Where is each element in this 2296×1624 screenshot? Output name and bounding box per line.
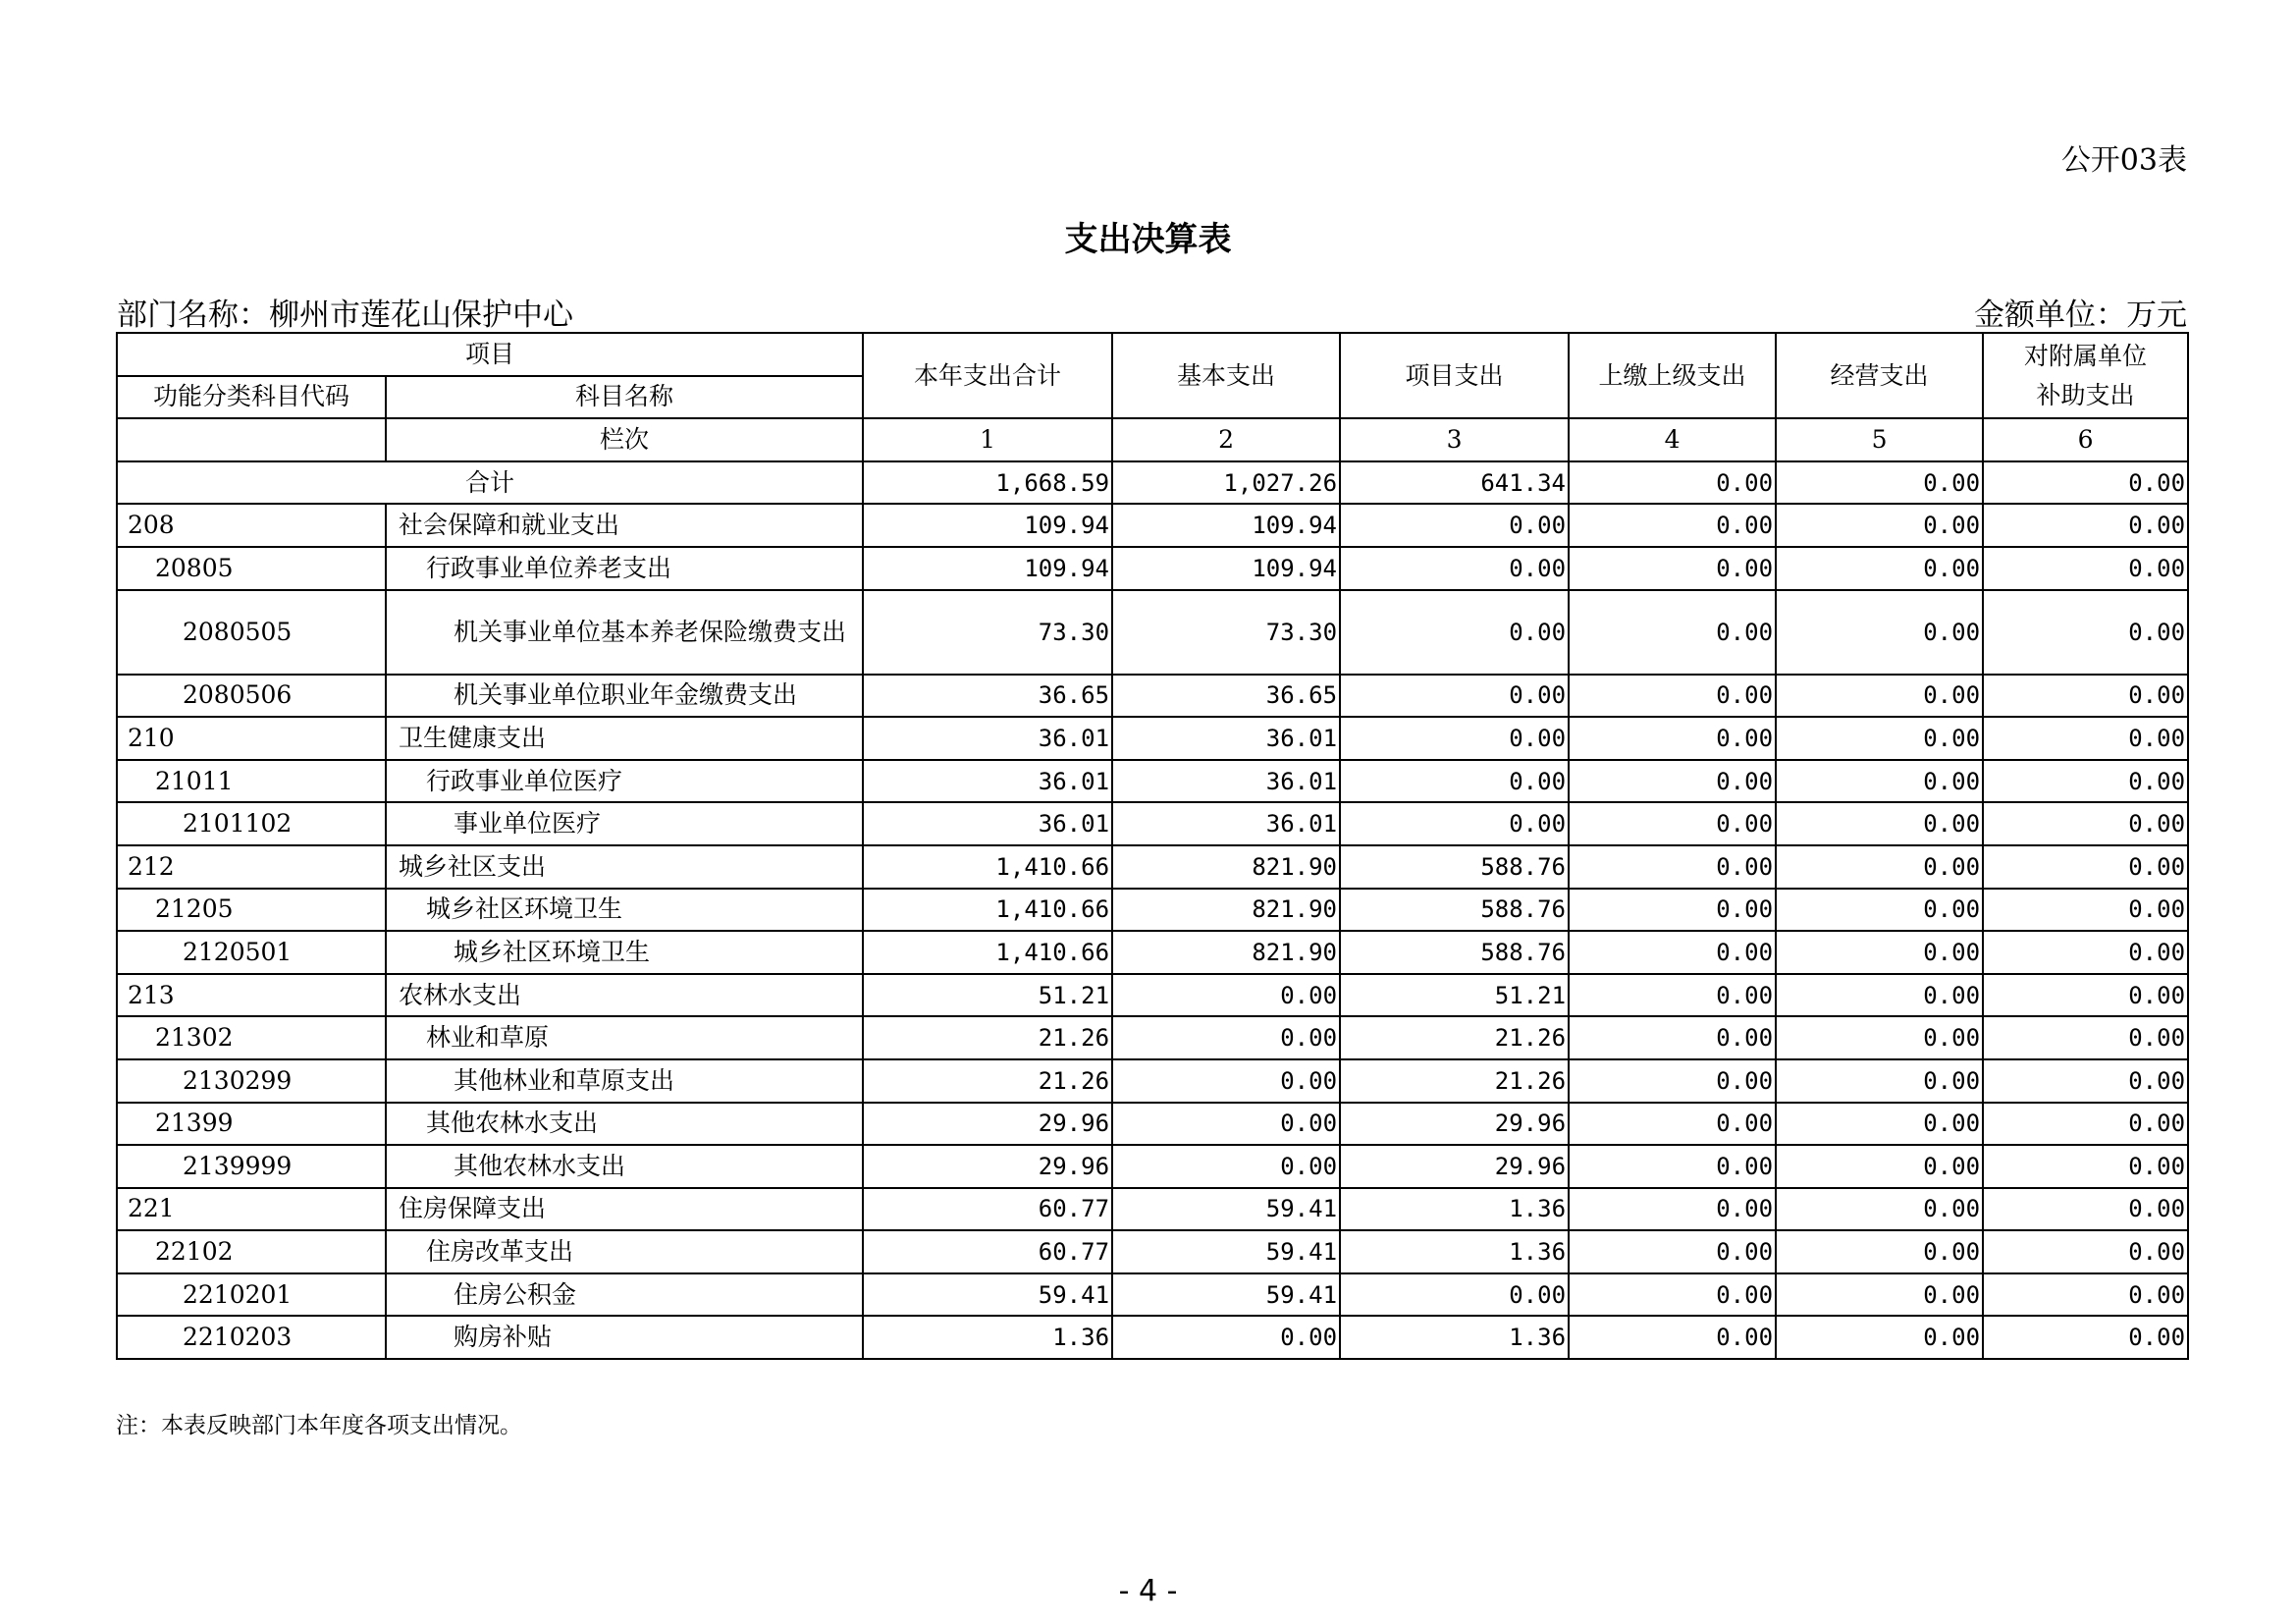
- table-row: [117, 974, 2188, 1017]
- total-value: 0.00: [1569, 461, 1776, 505]
- row-value: 0.00: [1569, 931, 1776, 974]
- row-value: 0.00: [1340, 504, 1569, 547]
- row-value: 59.41: [863, 1273, 1112, 1317]
- row-value: 29.96: [1340, 1103, 1569, 1146]
- row-value: 0.00: [1776, 889, 1983, 932]
- row-subject-name: 住房改革支出: [386, 1230, 863, 1273]
- row-subject-name: 其他农林水支出: [386, 1103, 863, 1146]
- col-index-2: 2: [1112, 418, 1340, 461]
- row-subject-name: 其他林业和草原支出: [386, 1059, 863, 1103]
- row-value: 0.00: [1983, 931, 2188, 974]
- row-value: 588.76: [1340, 931, 1569, 974]
- row-value: 0.00: [1569, 590, 1776, 675]
- row-value: 109.94: [863, 504, 1112, 547]
- row-value: 36.01: [863, 717, 1112, 760]
- row-value: 0.00: [1569, 1016, 1776, 1059]
- row-value: 0.00: [1112, 1016, 1340, 1059]
- row-value: 21.26: [863, 1059, 1112, 1103]
- table-row: [117, 590, 2188, 675]
- row-value: 59.41: [1112, 1230, 1340, 1273]
- table-row: [117, 802, 2188, 845]
- header-project: 项目: [117, 333, 863, 376]
- row-value: 0.00: [1983, 547, 2188, 590]
- row-subject-name: 城乡社区支出: [386, 845, 863, 889]
- form-number: 公开03表: [2060, 143, 2187, 178]
- row-value: 0.00: [1776, 1059, 1983, 1103]
- row-value: 1.36: [1340, 1230, 1569, 1273]
- row-value: 109.94: [863, 547, 1112, 590]
- total-label: 合计: [117, 461, 863, 505]
- row-value: 0.00: [1983, 590, 2188, 675]
- table-row: [117, 1145, 2188, 1188]
- col-index-6: 6: [1983, 418, 2188, 461]
- table-row: [117, 1316, 2188, 1359]
- row-value: 0.00: [1983, 974, 2188, 1017]
- row-value: 59.41: [1112, 1273, 1340, 1317]
- page-number: - 4 -: [1118, 1574, 1178, 1608]
- row-value: 1.36: [1340, 1188, 1569, 1231]
- row-code: 21399: [117, 1103, 386, 1146]
- col-index-label: 栏次: [386, 418, 863, 461]
- row-value: 0.00: [1569, 889, 1776, 932]
- row-value: 29.96: [863, 1103, 1112, 1146]
- row-value: 60.77: [863, 1230, 1112, 1273]
- row-value: 0.00: [1983, 889, 2188, 932]
- col-index-3: 3: [1340, 418, 1569, 461]
- table-row: [117, 760, 2188, 803]
- row-value: 60.77: [863, 1188, 1112, 1231]
- row-value: 0.00: [1569, 1230, 1776, 1273]
- row-value: 21.26: [1340, 1016, 1569, 1059]
- row-value: 0.00: [1569, 1103, 1776, 1146]
- row-value: 0.00: [1776, 931, 1983, 974]
- row-value: 1.36: [863, 1316, 1112, 1359]
- row-value: 0.00: [1569, 1316, 1776, 1359]
- row-value: 0.00: [1569, 760, 1776, 803]
- row-code: 21302: [117, 1016, 386, 1059]
- row-value: 21.26: [1340, 1059, 1569, 1103]
- row-code: 2210201: [117, 1273, 386, 1317]
- row-value: 0.00: [1776, 845, 1983, 889]
- table-note: 注：本表反映部门本年度各项支出情况。: [116, 1413, 522, 1438]
- expenditure-table: [116, 332, 2189, 1360]
- department-name: 部门名称：柳州市莲花山保护中心: [117, 298, 573, 333]
- row-code: 2080506: [117, 675, 386, 718]
- row-subject-name: 机关事业单位职业年金缴费支出: [386, 675, 863, 718]
- row-value: 0.00: [1569, 717, 1776, 760]
- row-value: 0.00: [1983, 1103, 2188, 1146]
- col-index-empty: [117, 418, 386, 461]
- row-value: 73.30: [1112, 590, 1340, 675]
- row-value: 0.00: [1983, 717, 2188, 760]
- row-value: 0.00: [1983, 1273, 2188, 1317]
- row-code: 221: [117, 1188, 386, 1231]
- row-value: 36.65: [863, 675, 1112, 718]
- col-index-4: 4: [1569, 418, 1776, 461]
- row-value: 1.36: [1340, 1316, 1569, 1359]
- table-row: [117, 931, 2188, 974]
- row-subject-name: 农林水支出: [386, 974, 863, 1017]
- row-value: 0.00: [1340, 590, 1569, 675]
- row-value: 0.00: [1983, 845, 2188, 889]
- row-subject-name: 其他农林水支出: [386, 1145, 863, 1188]
- row-value: 109.94: [1112, 504, 1340, 547]
- row-value: 0.00: [1569, 1188, 1776, 1231]
- row-value: 0.00: [1983, 1016, 2188, 1059]
- total-value: 641.34: [1340, 461, 1569, 505]
- row-value: 0.00: [1569, 974, 1776, 1017]
- total-value: 1,027.26: [1112, 461, 1340, 505]
- row-value: 0.00: [1776, 547, 1983, 590]
- row-value: 0.00: [1569, 1145, 1776, 1188]
- row-value: 821.90: [1112, 889, 1340, 932]
- table-row: [117, 889, 2188, 932]
- row-subject-name: 城乡社区环境卫生: [386, 889, 863, 932]
- table-row: [117, 1059, 2188, 1103]
- row-value: 0.00: [1776, 1016, 1983, 1059]
- col-index-1: 1: [863, 418, 1112, 461]
- row-value: 1,410.66: [863, 845, 1112, 889]
- row-value: 0.00: [1983, 802, 2188, 845]
- table-row: [117, 504, 2188, 547]
- row-code: 210: [117, 717, 386, 760]
- row-subject-name: 林业和草原: [386, 1016, 863, 1059]
- header-upper: 上缴上级支出: [1569, 333, 1776, 418]
- row-code: 208: [117, 504, 386, 547]
- row-value: 51.21: [863, 974, 1112, 1017]
- row-value: 0.00: [1983, 760, 2188, 803]
- row-value: 36.01: [863, 802, 1112, 845]
- row-code: 21205: [117, 889, 386, 932]
- header-subject: 科目名称: [386, 376, 863, 419]
- row-value: 0.00: [1983, 1188, 2188, 1231]
- row-subject-name: 事业单位医疗: [386, 802, 863, 845]
- row-value: 0.00: [1776, 675, 1983, 718]
- row-code: 2101102: [117, 802, 386, 845]
- table-row: [117, 717, 2188, 760]
- table-row: [117, 1273, 2188, 1317]
- row-code: 2120501: [117, 931, 386, 974]
- row-value: 0.00: [1776, 1273, 1983, 1317]
- row-value: 51.21: [1340, 974, 1569, 1017]
- table-row: [117, 675, 2188, 718]
- row-value: 0.00: [1776, 1145, 1983, 1188]
- row-value: 0.00: [1112, 1059, 1340, 1103]
- row-value: 0.00: [1340, 717, 1569, 760]
- row-value: 0.00: [1983, 1059, 2188, 1103]
- row-value: 0.00: [1776, 1103, 1983, 1146]
- total-row: [117, 461, 2188, 505]
- row-code: 2080505: [117, 590, 386, 675]
- row-value: 0.00: [1776, 590, 1983, 675]
- row-value: 29.96: [863, 1145, 1112, 1188]
- row-value: 0.00: [1776, 760, 1983, 803]
- col-index-5: 5: [1776, 418, 1983, 461]
- row-value: 0.00: [1569, 504, 1776, 547]
- row-value: 0.00: [1112, 1316, 1340, 1359]
- header-business: 经营支出: [1776, 333, 1983, 418]
- row-code: 21011: [117, 760, 386, 803]
- row-subject-name: 卫生健康支出: [386, 717, 863, 760]
- header-basic: 基本支出: [1112, 333, 1340, 418]
- table-row: [117, 1188, 2188, 1231]
- row-value: 36.01: [1112, 717, 1340, 760]
- row-code: 2130299: [117, 1059, 386, 1103]
- total-value: 0.00: [1983, 461, 2188, 505]
- row-subject-name: 社会保障和就业支出: [386, 504, 863, 547]
- row-value: 821.90: [1112, 931, 1340, 974]
- row-value: 0.00: [1340, 802, 1569, 845]
- row-value: 59.41: [1112, 1188, 1340, 1231]
- table-row: [117, 1230, 2188, 1273]
- page-title: 支出决算表: [1064, 220, 1232, 259]
- row-value: 0.00: [1569, 802, 1776, 845]
- row-code: 213: [117, 974, 386, 1017]
- row-value: 0.00: [1340, 760, 1569, 803]
- row-subject-name: 购房补贴: [386, 1316, 863, 1359]
- row-value: 0.00: [1569, 547, 1776, 590]
- row-value: 0.00: [1776, 974, 1983, 1017]
- row-value: 0.00: [1569, 675, 1776, 718]
- row-value: 0.00: [1983, 504, 2188, 547]
- row-value: 0.00: [1776, 1316, 1983, 1359]
- row-subject-name: 行政事业单位养老支出: [386, 547, 863, 590]
- amount-unit: 金额单位：万元: [1974, 298, 2187, 333]
- row-subject-name: 住房保障支出: [386, 1188, 863, 1231]
- header-subsidy: 对附属单位补助支出: [1983, 333, 2188, 418]
- row-value: 1,410.66: [863, 931, 1112, 974]
- total-value: 0.00: [1776, 461, 1983, 505]
- row-value: 588.76: [1340, 889, 1569, 932]
- row-value: 0.00: [1776, 802, 1983, 845]
- row-code: 212: [117, 845, 386, 889]
- row-value: 0.00: [1776, 717, 1983, 760]
- header-row: [117, 333, 2188, 376]
- row-subject-name: 行政事业单位医疗: [386, 760, 863, 803]
- row-value: 29.96: [1340, 1145, 1569, 1188]
- row-value: 588.76: [1340, 845, 1569, 889]
- row-value: 0.00: [1776, 1188, 1983, 1231]
- row-value: 0.00: [1340, 1273, 1569, 1317]
- table-row: [117, 1016, 2188, 1059]
- row-value: 821.90: [1112, 845, 1340, 889]
- row-value: 0.00: [1983, 1230, 2188, 1273]
- column-index-row: [117, 418, 2188, 461]
- row-value: 36.01: [863, 760, 1112, 803]
- row-subject-name: 住房公积金: [386, 1273, 863, 1317]
- row-value: 36.01: [1112, 802, 1340, 845]
- row-value: 0.00: [1776, 504, 1983, 547]
- row-value: 0.00: [1983, 675, 2188, 718]
- row-value: 0.00: [1569, 845, 1776, 889]
- row-value: 109.94: [1112, 547, 1340, 590]
- header-project-expense: 项目支出: [1340, 333, 1569, 418]
- row-value: 0.00: [1112, 974, 1340, 1017]
- row-value: 0.00: [1340, 547, 1569, 590]
- row-value: 0.00: [1112, 1103, 1340, 1146]
- row-code: 20805: [117, 547, 386, 590]
- row-value: 0.00: [1776, 1230, 1983, 1273]
- row-value: 0.00: [1983, 1316, 2188, 1359]
- row-code: 2139999: [117, 1145, 386, 1188]
- table-row: [117, 845, 2188, 889]
- total-value: 1,668.59: [863, 461, 1112, 505]
- row-subject-name: 机关事业单位基本养老保险缴费支出: [386, 590, 863, 675]
- row-value: 73.30: [863, 590, 1112, 675]
- row-value: 0.00: [1340, 675, 1569, 718]
- row-value: 0.00: [1569, 1059, 1776, 1103]
- row-code: 22102: [117, 1230, 386, 1273]
- header-total: 本年支出合计: [863, 333, 1112, 418]
- row-value: 0.00: [1112, 1145, 1340, 1188]
- row-code: 2210203: [117, 1316, 386, 1359]
- row-value: 0.00: [1983, 1145, 2188, 1188]
- row-value: 21.26: [863, 1016, 1112, 1059]
- row-value: 0.00: [1569, 1273, 1776, 1317]
- row-value: 36.65: [1112, 675, 1340, 718]
- table-row: [117, 1103, 2188, 1146]
- table-row: [117, 547, 2188, 590]
- row-value: 1,410.66: [863, 889, 1112, 932]
- row-value: 36.01: [1112, 760, 1340, 803]
- header-code: 功能分类科目代码: [117, 376, 386, 419]
- row-subject-name: 城乡社区环境卫生: [386, 931, 863, 974]
